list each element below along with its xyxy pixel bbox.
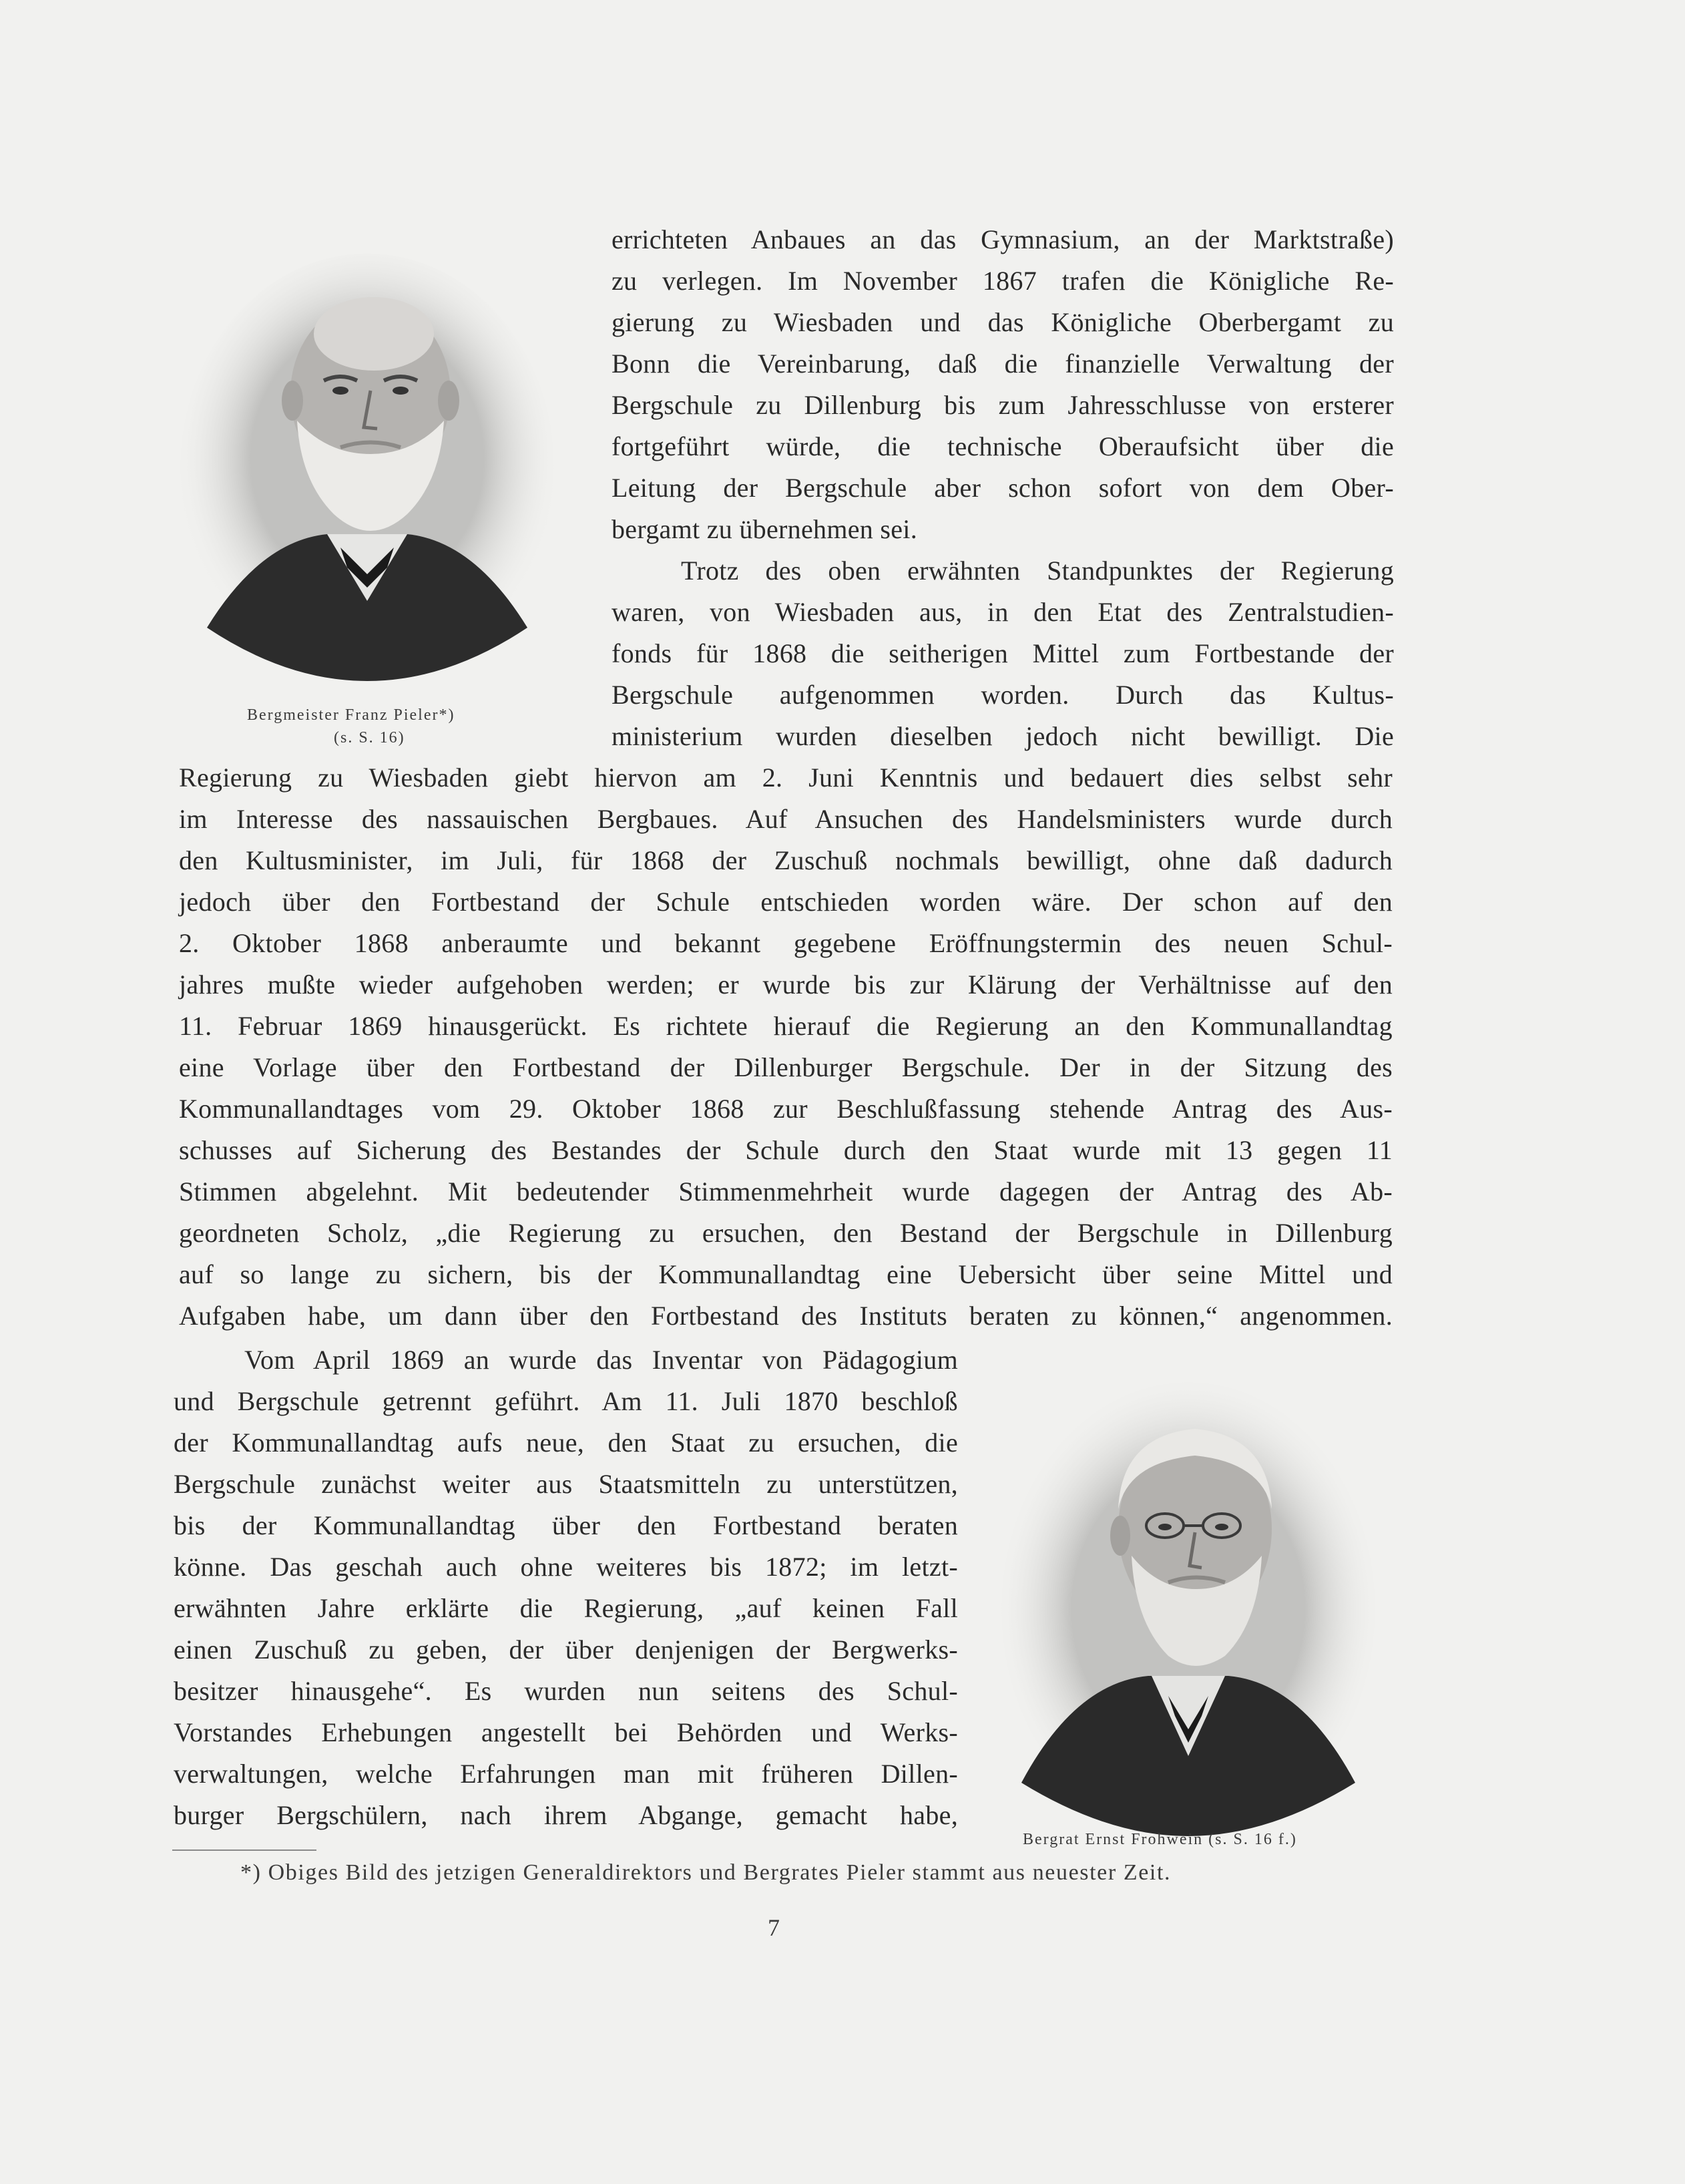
text-line: waren, von Wiesbaden aus, in den Etat des Zentralstudien-	[612, 597, 1394, 627]
text-line: 2. Oktober 1868 anberaumte und bekannt gegebene Eröffnungstermin des neuen Schul-	[179, 928, 1393, 958]
text-line: verwaltungen, welche Erfahrungen man mit früheren Dillen-	[174, 1759, 958, 1789]
text-line: bergamt zu übernehmen sei.	[612, 514, 918, 544]
text-line: fortgeführt würde, die technische Oberaufsicht über die	[612, 431, 1394, 461]
text-line: ministerium wurden dieselben jedoch nicht bewilligt. Die	[612, 721, 1394, 751]
text-line: jedoch über den Fortbestand der Schule entschieden worden wäre. Der schon auf den	[179, 887, 1393, 917]
text-line: Bonn die Vereinbarung, daß die finanzielle Verwaltung der	[612, 349, 1394, 379]
text-line: errichteten Anbaues an das Gymnasium, an der Marktstraße)	[612, 224, 1394, 254]
text-line: Regierung zu Wiesbaden giebt hiervon am 2. Juni Kenntnis und bedauert dies selbst sehr	[179, 762, 1393, 793]
text-line: und Bergschule getrennt geführt. Am 11. Juli 1870 beschloß	[174, 1386, 958, 1416]
text-line: auf so lange zu sichern, bis der Kommunallandtag eine Uebersicht über seine Mittel und	[179, 1259, 1393, 1289]
text-line: Kommunallandtages vom 29. Oktober 1868 zur Beschlußfassung stehende Antrag des Aus-	[179, 1094, 1393, 1124]
text-line: Vorstandes Erhebungen angestellt bei Behörden und Werks-	[174, 1717, 958, 1747]
text-line: bis der Kommunallandtag über den Fortbestand beraten	[174, 1510, 958, 1540]
text-line: einen Zuschuß zu geben, der über denjenigen der Bergwerks-	[174, 1634, 958, 1665]
text-line: Bergschule zunächst weiter aus Staatsmitteln zu unterstützen,	[174, 1469, 958, 1499]
text-line: burger Bergschülern, nach ihrem Abgange, gemacht habe,	[174, 1800, 958, 1830]
text-line: erwähnten Jahre erklärte die Regierung, „auf keinen Fall	[174, 1593, 958, 1623]
text-line: Vom April 1869 an wurde das Inventar von Pädagogium	[244, 1345, 958, 1375]
footnote: *) Obiges Bild des jetzigen Generaldirektors und Bergrates Pieler stammt aus neuester Zeit.	[240, 1860, 1172, 1885]
text-line: Leitung der Bergschule aber schon sofort von dem Ober-	[612, 473, 1394, 503]
text-line: schusses auf Sicherung des Bestandes der Schule durch den Staat wurde mit 13 gegen 11	[179, 1135, 1393, 1165]
caption-frohwein: Bergrat Ernst Frohwein (s. S. 16 f.)	[1023, 1831, 1297, 1848]
caption-pieler-ref: (s. S. 16)	[334, 729, 405, 746]
text-line: Stimmen abgelehnt. Mit bedeutender Stimmenmehrheit wurde dagegen der Antrag des Ab-	[179, 1176, 1393, 1207]
text-line: Aufgaben habe, um dann über den Fortbestand des Instituts beraten zu können,“ angenommen.	[179, 1301, 1393, 1331]
caption-pieler-name: Bergmeister Franz Pieler*)	[247, 706, 455, 724]
text-line: jahres mußte wieder aufgehoben werden; er wurde bis zur Klärung der Verhältnisse auf den	[179, 969, 1393, 1000]
page-number: 7	[768, 1914, 780, 1941]
text-line: Bergschule zu Dillenburg bis zum Jahresschlusse von ersterer	[612, 390, 1394, 420]
text-line: Trotz des oben erwähnten Standpunktes der Regierung	[681, 556, 1394, 586]
footnote-divider	[172, 1849, 316, 1851]
text-line: besitzer hinausgehe“. Es wurden nun seitens des Schul-	[174, 1676, 958, 1706]
portrait-franz-pieler	[180, 254, 554, 681]
text-line: Bergschule aufgenommen worden. Durch das Kultus-	[612, 680, 1394, 710]
text-line: fonds für 1868 die seitherigen Mittel zum Fortbestande der	[612, 638, 1394, 668]
text-line: im Interesse des nassauischen Bergbaues. Auf Ansuchen des Handelsministers wurde durch	[179, 804, 1393, 834]
text-line: geordneten Scholz, „die Regierung zu ersuchen, den Bestand der Bergschule in Dillenburg	[179, 1218, 1393, 1248]
text-line: der Kommunallandtag aufs neue, den Staat zu ersuchen, die	[174, 1428, 958, 1458]
text-line: zu verlegen. Im November 1867 trafen die Königliche Re-	[612, 266, 1394, 296]
text-line: eine Vorlage über den Fortbestand der Dillenburger Bergschule. Der in der Sitzung des	[179, 1052, 1393, 1082]
portrait-ernst-frohwein	[1001, 1382, 1375, 1836]
text-line: gierung zu Wiesbaden und das Königliche Oberbergamt zu	[612, 307, 1394, 337]
text-line: könne. Das geschah auch ohne weiteres bis 1872; im letzt-	[174, 1552, 958, 1582]
text-line: 11. Februar 1869 hinausgerückt. Es richtete hierauf die Regierung an den Kommunallandtag	[179, 1011, 1393, 1041]
text-line: den Kultusminister, im Juli, für 1868 der Zuschuß nochmals bewilligt, ohne daß dadurch	[179, 845, 1393, 875]
